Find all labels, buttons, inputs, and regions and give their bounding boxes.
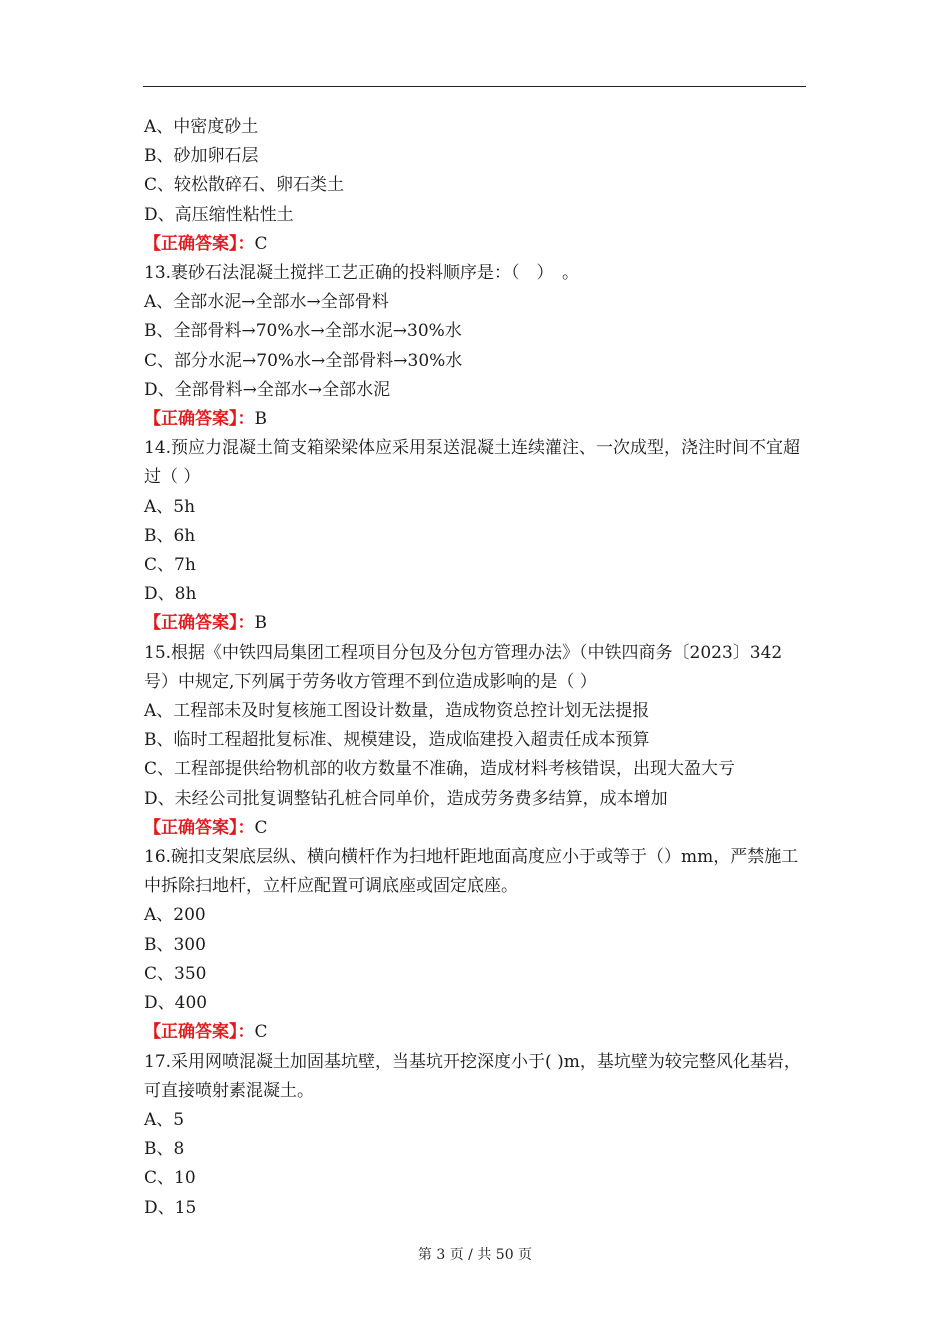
option-c: C、部分水泥→70%水→全部骨料→30%水 (144, 350, 463, 371)
option-a: A、200 (144, 905, 206, 926)
option-d: D、15 (144, 1197, 197, 1218)
option-c: C、较松散碎石、卵石类土 (144, 175, 345, 196)
correct-answer: 【正确答案】：C (144, 1022, 268, 1043)
option-b: B、300 (144, 934, 206, 955)
answer-tag: 【正确答案】 (144, 613, 238, 634)
question-text: 15.根据《中铁四局集团工程项目分包及分包方管理办法》（中铁四商务〔2023〕342 号）中规定,下列属于劳务收方管理不到位造成影响的是（ ） (144, 642, 788, 692)
question-text: 16.碗扣支架底层纵、横向横杆作为扫地杆距地面高度应小于或等于（）mm，严禁施工中拆除扫地杆，立杆应配置可调底座或固定底座。 (144, 847, 799, 897)
correct-answer: 【正确答案】：B (144, 409, 267, 430)
question-block (144, 113, 806, 259)
question-block (144, 259, 806, 434)
option-b: B、临时工程超批复标准、规模建设，造成临建投入超责任成本预算 (144, 730, 650, 751)
option-d: D、400 (144, 993, 208, 1014)
option-d: D、8h (144, 584, 197, 605)
option-d: D、全部骨料→全部水→全部水泥 (144, 379, 391, 400)
header-rule (143, 86, 806, 87)
correct-answer: 【正确答案】：C (144, 233, 268, 254)
answer-tag: 【正确答案】 (144, 1022, 238, 1043)
question-text: 17.采用网喷混凝土加固基坑壁，当基坑开挖深度小于( )m，基坑壁为较完整风化基岩，可直接喷射素混凝土。 (144, 1051, 801, 1101)
page-content (144, 113, 806, 1223)
question-block (144, 639, 806, 843)
answer-value: B (254, 409, 267, 430)
correct-answer: 【正确答案】：B (144, 613, 267, 634)
option-a: A、5 (144, 1109, 185, 1130)
option-a: A、全部水泥→全部水→全部骨料 (144, 292, 389, 313)
question-text: 14.预应力混凝土简支箱梁梁体应采用泵送混凝土连续灌注、一次成型，浇注时间不宜超过（ ） (144, 438, 801, 488)
option-b: B、6h (144, 525, 196, 546)
answer-value: B (254, 613, 267, 634)
correct-answer: 【正确答案】：C (144, 817, 268, 838)
option-b: B、8 (144, 1139, 185, 1160)
answer-tag: 【正确答案】 (144, 409, 238, 430)
option-c: C、工程部提供给物机部的收方数量不准确，造成材料考核错误，出现大盈大亏 (144, 759, 736, 780)
option-b: B、砂加卵石层 (144, 146, 259, 167)
answer-value: C (254, 817, 268, 838)
answer-tag: 【正确答案】 (144, 233, 238, 254)
option-b: B、全部骨料→70%水→全部水泥→30%水 (144, 321, 462, 342)
option-a: A、工程部未及时复核施工图设计数量，造成物资总控计划无法提报 (144, 701, 650, 722)
question-block (144, 1048, 806, 1223)
option-c: C、350 (144, 963, 207, 984)
option-d: D、未经公司批复调整钻孔桩合同单价，造成劳务费多结算，成本增加 (144, 788, 668, 809)
option-d: D、高压缩性粘性土 (144, 204, 294, 225)
option-a: A、5h (144, 496, 196, 517)
option-c: C、10 (144, 1168, 196, 1189)
answer-value: C (254, 1022, 268, 1043)
answer-tag: 【正确答案】 (144, 817, 238, 838)
page-footer: 第 3 页 / 共 50 页 (417, 1247, 533, 1263)
option-a: A、中密度砂土 (144, 117, 259, 137)
question-block (144, 434, 806, 638)
question-block (144, 843, 806, 1047)
question-text: 13.裹砂石法混凝土搅拌工艺正确的投料顺序是：（ ） 。 (144, 263, 580, 284)
answer-value: C (254, 233, 268, 254)
option-c: C、7h (144, 555, 196, 576)
